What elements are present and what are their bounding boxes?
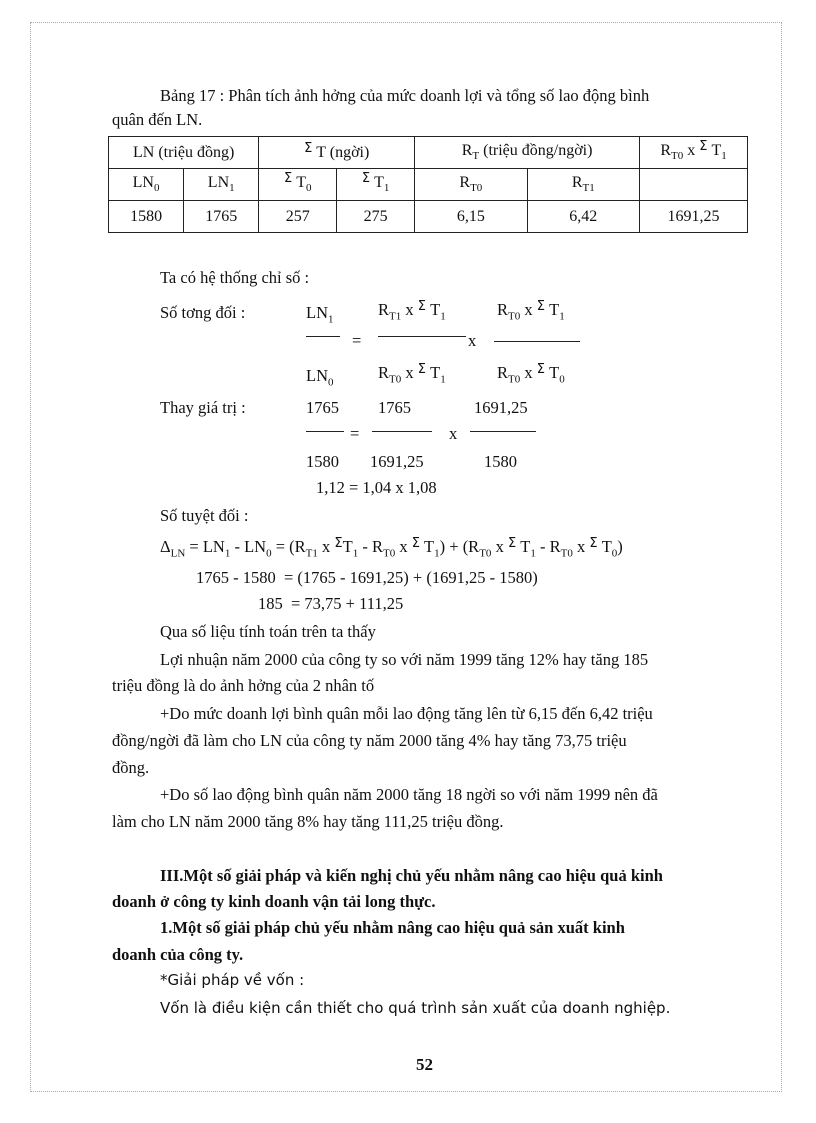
absolute-line3: 185 = 73,75 + 111,25 xyxy=(258,594,404,613)
section-heading-3-line2: doanh ở công ty kinh doanh vận tải long thực. xyxy=(112,892,436,911)
absolute-label: Số tuyệt đối : xyxy=(160,506,249,525)
absolute-formula: $\Delta_{LN} = LN_1 - LN_0 = (R_{T1}$ x $^\Sigma T_1 - R_{T0}$ x $^\Sigma$ $T_1) + (R_{T0}$ x $^\Sigma$ $T_1 - R_{T0}$ x $^\Sigma$ $T_0$) xyxy=(160,536,623,560)
table-row xyxy=(109,201,748,233)
body-p3-line3: đồng. xyxy=(112,758,150,777)
analysis-table xyxy=(108,136,748,233)
relative-num3: $R_{T0}$ x $^\Sigma$ $T_1$ xyxy=(497,299,565,323)
relative-num2: $R_{T1}$ x $^\Sigma$ $T_1$ xyxy=(378,299,446,323)
substitute-n2: 1765 xyxy=(378,398,411,417)
body-p4-line1: +Do số lao động bình quân năm 2000 tăng 18 ngời so với năm 1999 nên đã xyxy=(160,785,658,804)
capital-solution-heading: *Giải pháp về vốn : xyxy=(160,971,305,989)
fraction-bar xyxy=(378,336,466,337)
section-heading-3-line1: III.Một số giải pháp và kiến nghị chủ yếu nhằm nâng cao hiệu quả kinh xyxy=(160,866,663,885)
section-heading-1-line2: doanh của công ty. xyxy=(112,945,244,964)
cell-rt0: 6,15 xyxy=(415,201,527,233)
fraction-bar xyxy=(494,341,580,342)
cell-ln1: 1765 xyxy=(184,201,259,233)
cell-ln0: 1580 xyxy=(109,201,184,233)
body-p4-line2: làm cho LN năm 2000 tăng 8% hay tăng 111,25 triệu đồng. xyxy=(112,812,504,831)
header-ln: LN (triệu đồng) xyxy=(109,137,259,169)
substitute-n1: 1765 xyxy=(306,398,339,417)
fraction-bar xyxy=(306,431,344,432)
body-p2-line1: Lợi nhuận năm 2000 của công ty so với năm 1999 tăng 12% hay tăng 185 xyxy=(160,650,649,669)
body-p3-line1: +Do mức doanh lợi bình quân mỗi lao động tăng lên từ 6,15 đến 6,42 triệu xyxy=(160,704,653,723)
relative-times: x xyxy=(468,331,477,350)
subheader-t1: $^\Sigma$ $T_1$ xyxy=(337,169,415,201)
substitute-times: x xyxy=(449,424,458,443)
cell-t1: 275 xyxy=(337,201,415,233)
absolute-line2: 1765 - 1580 = (1765 - 1691,25) + (1691,25 - 1580) xyxy=(196,568,538,587)
table-header-row xyxy=(109,137,748,169)
body-p2-line2: triệu đồng là do ảnh hởng của 2 nhân tố xyxy=(112,676,375,695)
substitute-result: 1,12 = 1,04 x 1,08 xyxy=(316,478,437,497)
substitute-equals: = xyxy=(350,424,360,443)
page-number: 52 xyxy=(416,1055,433,1074)
fraction-bar xyxy=(470,431,536,432)
subheader-t0: $^\Sigma$ $T_0$ xyxy=(259,169,337,201)
cell-t0: 257 xyxy=(259,201,337,233)
relative-equals: = xyxy=(352,331,362,350)
cell-rt0-t1: 1691,25 xyxy=(640,201,748,233)
header-rt: $R_T$ (triệu đồng/ngời) xyxy=(415,137,640,169)
body-p1: Qua số liệu tính toán trên ta thấy xyxy=(160,622,376,641)
table-caption-line2: quân đến LN. xyxy=(112,110,203,129)
capital-solution-text: Vốn là điều kiện cần thiết cho quá trình sản xuất của doanh nghiệp. xyxy=(160,999,671,1017)
body-p3-line2: đồng/ngời đã làm cho LN của công ty năm 2000 tăng 4% hay tăng 73,75 triệu xyxy=(112,731,627,750)
subheader-ln1: $LN_1$ xyxy=(184,169,259,201)
fraction-bar xyxy=(372,431,432,432)
subheader-ln0: $LN_0$ xyxy=(109,169,184,201)
fraction-bar xyxy=(306,336,340,337)
substitute-d2: 1691,25 xyxy=(370,452,424,471)
relative-ln0: $LN_0$ xyxy=(306,366,334,389)
relative-ln1: $LN_1$ xyxy=(306,303,334,326)
header-rt0-t1: $R_{T0}$ x $^\Sigma$ $T_1$ xyxy=(640,137,748,169)
table-subheader-row xyxy=(109,169,748,201)
section-heading-1-line1: 1.Một số giải pháp chủ yếu nhằm nâng cao hiệu quả sản xuất kinh xyxy=(160,918,625,937)
index-intro: Ta có hệ thống chỉ số : xyxy=(160,268,310,287)
subheader-empty xyxy=(640,169,748,201)
sigma-symbol: Σ xyxy=(304,140,313,156)
relative-den3: $R_{T0}$ x $^\Sigma$ $T_0$ xyxy=(497,362,565,386)
cell-rt1: 6,42 xyxy=(527,201,639,233)
relative-label: Số tơng đối : xyxy=(160,303,246,322)
subheader-rt1: $R_{T1}$ xyxy=(527,169,639,201)
substitute-n3: 1691,25 xyxy=(474,398,528,417)
table-caption-line1: Bảng 17 : Phân tích ảnh hởng của mức doanh lợi và tổng số lao động bình xyxy=(160,86,650,105)
substitute-d3: 1580 xyxy=(484,452,517,471)
substitute-d1: 1580 xyxy=(306,452,339,471)
relative-den2: $R_{T0}$ x $^\Sigma$ $T_1$ xyxy=(378,362,446,386)
subheader-rt0: $R_{T0}$ xyxy=(415,169,527,201)
header-t: $^\Sigma$ T (ngời) xyxy=(259,137,415,169)
substitute-label: Thay giá trị : xyxy=(160,398,246,417)
